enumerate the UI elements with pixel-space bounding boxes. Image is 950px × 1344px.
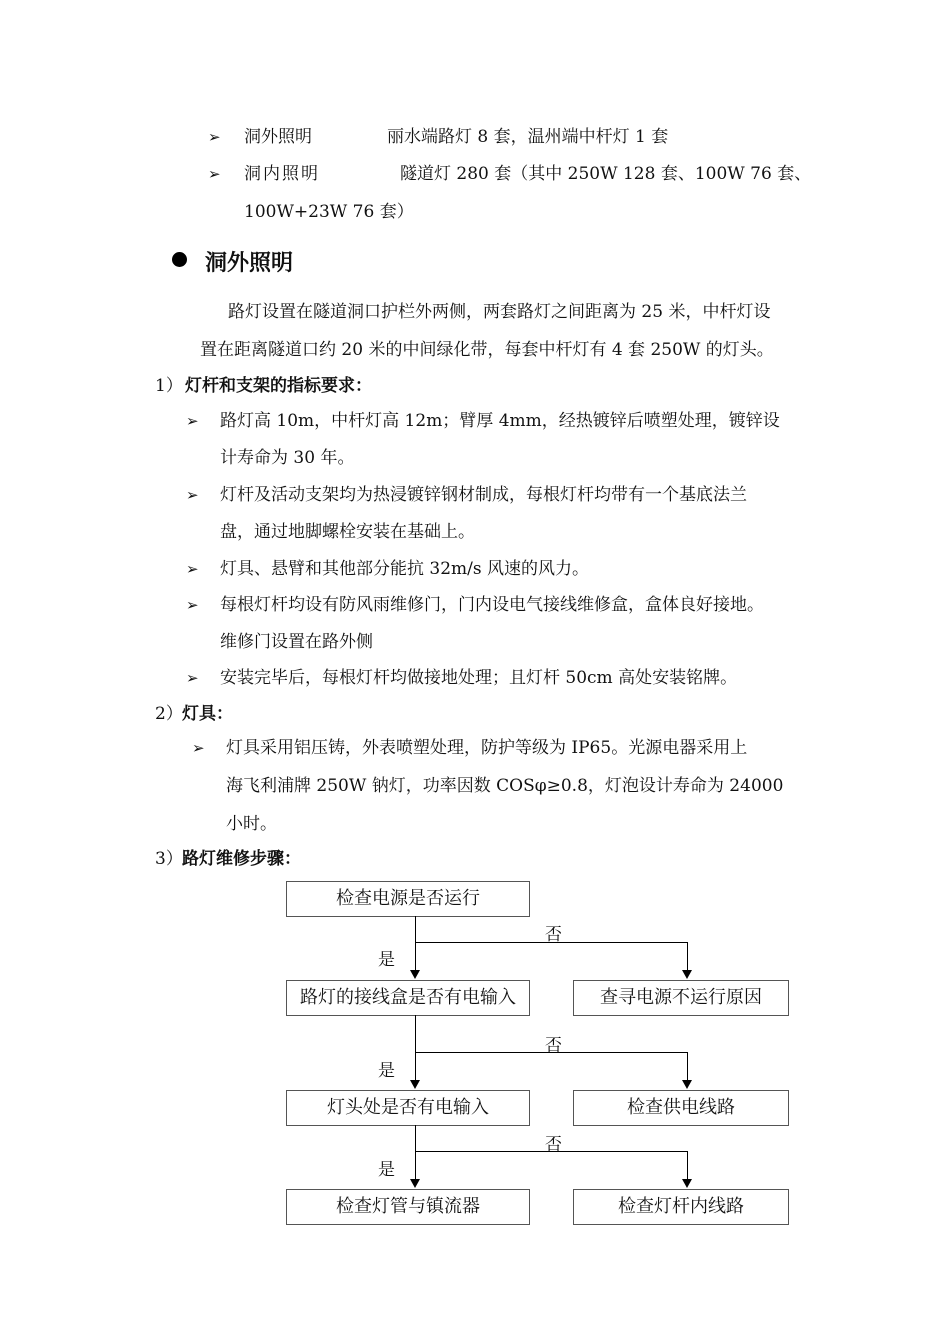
flow-connector — [687, 942, 688, 970]
flow-arrowhead-icon — [682, 1080, 692, 1089]
req1-bullet4-line1: 每根灯杆均设有防风雨维修门，门内设电气接线维修盒，盒体良好接地。 — [220, 595, 764, 615]
req2-title: 灯具： — [182, 704, 233, 724]
req1-bullet2-line2: 盘，通过地脚螺栓安装在基础上。 — [220, 522, 475, 542]
arrow-bullet-icon: ➢ — [208, 165, 221, 183]
flow-alt-power-cause: 查寻电源不运行原因 — [573, 980, 789, 1016]
summary-item1-label: 洞外照明 — [244, 127, 312, 147]
flow-label-yes: 是 — [378, 950, 395, 970]
flow-label-no: 否 — [545, 1135, 562, 1155]
flow-connector — [415, 1125, 416, 1179]
req1-bullet4-line2: 维修门设置在路外侧 — [220, 632, 373, 652]
summary-item1-value: 丽水端路灯 8 套，温州端中杆灯 1 套 — [387, 127, 669, 147]
arrow-bullet-icon: ➢ — [208, 128, 221, 146]
req2-bullet1-line3: 小时。 — [226, 814, 277, 834]
flow-arrowhead-icon — [410, 970, 420, 979]
arrow-bullet-icon: ➢ — [192, 739, 205, 757]
flow-alt-pole-wiring: 检查灯杆内线路 — [573, 1189, 789, 1225]
flow-step-check-tube-ballast: 检查灯管与镇流器 — [286, 1189, 530, 1225]
flow-label-yes: 是 — [378, 1160, 395, 1180]
dot-bullet-icon — [172, 252, 187, 267]
req3-title: 路灯维修步骤： — [182, 849, 301, 869]
flow-connector — [415, 1015, 416, 1080]
flow-step-check-power: 检查电源是否运行 — [286, 881, 530, 917]
flow-arrowhead-icon — [682, 1179, 692, 1188]
flow-label-yes: 是 — [378, 1061, 395, 1081]
summary-item2-value: 隧道灯 280 套（其中 250W 128 套、100W 76 套、 — [400, 164, 812, 184]
req1-bullet5-line1: 安装完毕后，每根灯杆均做接地处理；且灯杆 50cm 高处安装铭牌。 — [220, 668, 738, 688]
req1-bullet3-line1: 灯具、悬臂和其他部分能抗 32m/s 风速的风力。 — [220, 559, 590, 579]
req1-number: 1） — [155, 376, 183, 396]
flow-label-no: 否 — [545, 925, 562, 945]
req3-number: 3） — [155, 849, 183, 869]
req1-title: 灯杆和支架的指标要求： — [185, 376, 372, 396]
arrow-bullet-icon: ➢ — [186, 560, 199, 578]
summary-item2-continuation: 100W+23W 76 套） — [244, 202, 414, 222]
req2-number: 2） — [155, 704, 183, 724]
req1-bullet2-line1: 灯杆及活动支架均为热浸镀锌钢材制成，每根灯杆均带有一个基底法兰 — [220, 485, 747, 505]
arrow-bullet-icon: ➢ — [186, 669, 199, 687]
req2-bullet1-line2: 海飞利浦牌 250W 钠灯，功率因数 COSφ≥0.8，灯泡设计寿命为 24000 — [226, 776, 784, 796]
flow-step-lamp-head: 灯头处是否有电输入 — [286, 1090, 530, 1126]
flow-arrowhead-icon — [682, 970, 692, 979]
summary-item2-label: 洞内照明 — [244, 164, 320, 184]
arrow-bullet-icon: ➢ — [186, 486, 199, 504]
section-heading: 洞外照明 — [205, 251, 294, 276]
paragraph-line: 置在距离隧道口约 20 米的中间绿化带，每套中杆灯有 4 套 250W 的灯头。 — [200, 340, 774, 360]
flow-arrowhead-icon — [410, 1179, 420, 1188]
flow-connector — [687, 1052, 688, 1080]
req1-bullet1-line2: 计寿命为 30 年。 — [220, 448, 355, 468]
flow-step-junction-box: 路灯的接线盒是否有电输入 — [286, 980, 530, 1016]
flow-arrowhead-icon — [410, 1080, 420, 1089]
req1-bullet1-line1: 路灯高 10m，中杆灯高 12m；臂厚 4mm，经热镀锌后喷塑处理，镀锌设 — [220, 411, 780, 431]
arrow-bullet-icon: ➢ — [186, 596, 199, 614]
flow-alt-supply-line: 检查供电线路 — [573, 1090, 789, 1126]
flow-label-no: 否 — [545, 1036, 562, 1056]
paragraph-line: 路灯设置在隧道洞口护栏外两侧，两套路灯之间距离为 25 米，中杆灯设 — [228, 302, 771, 322]
flow-connector — [687, 1151, 688, 1179]
flow-connector — [415, 916, 416, 970]
arrow-bullet-icon: ➢ — [186, 412, 199, 430]
req2-bullet1-line1: 灯具采用铝压铸，外表喷塑处理，防护等级为 IP65。光源电器采用上 — [226, 738, 748, 758]
